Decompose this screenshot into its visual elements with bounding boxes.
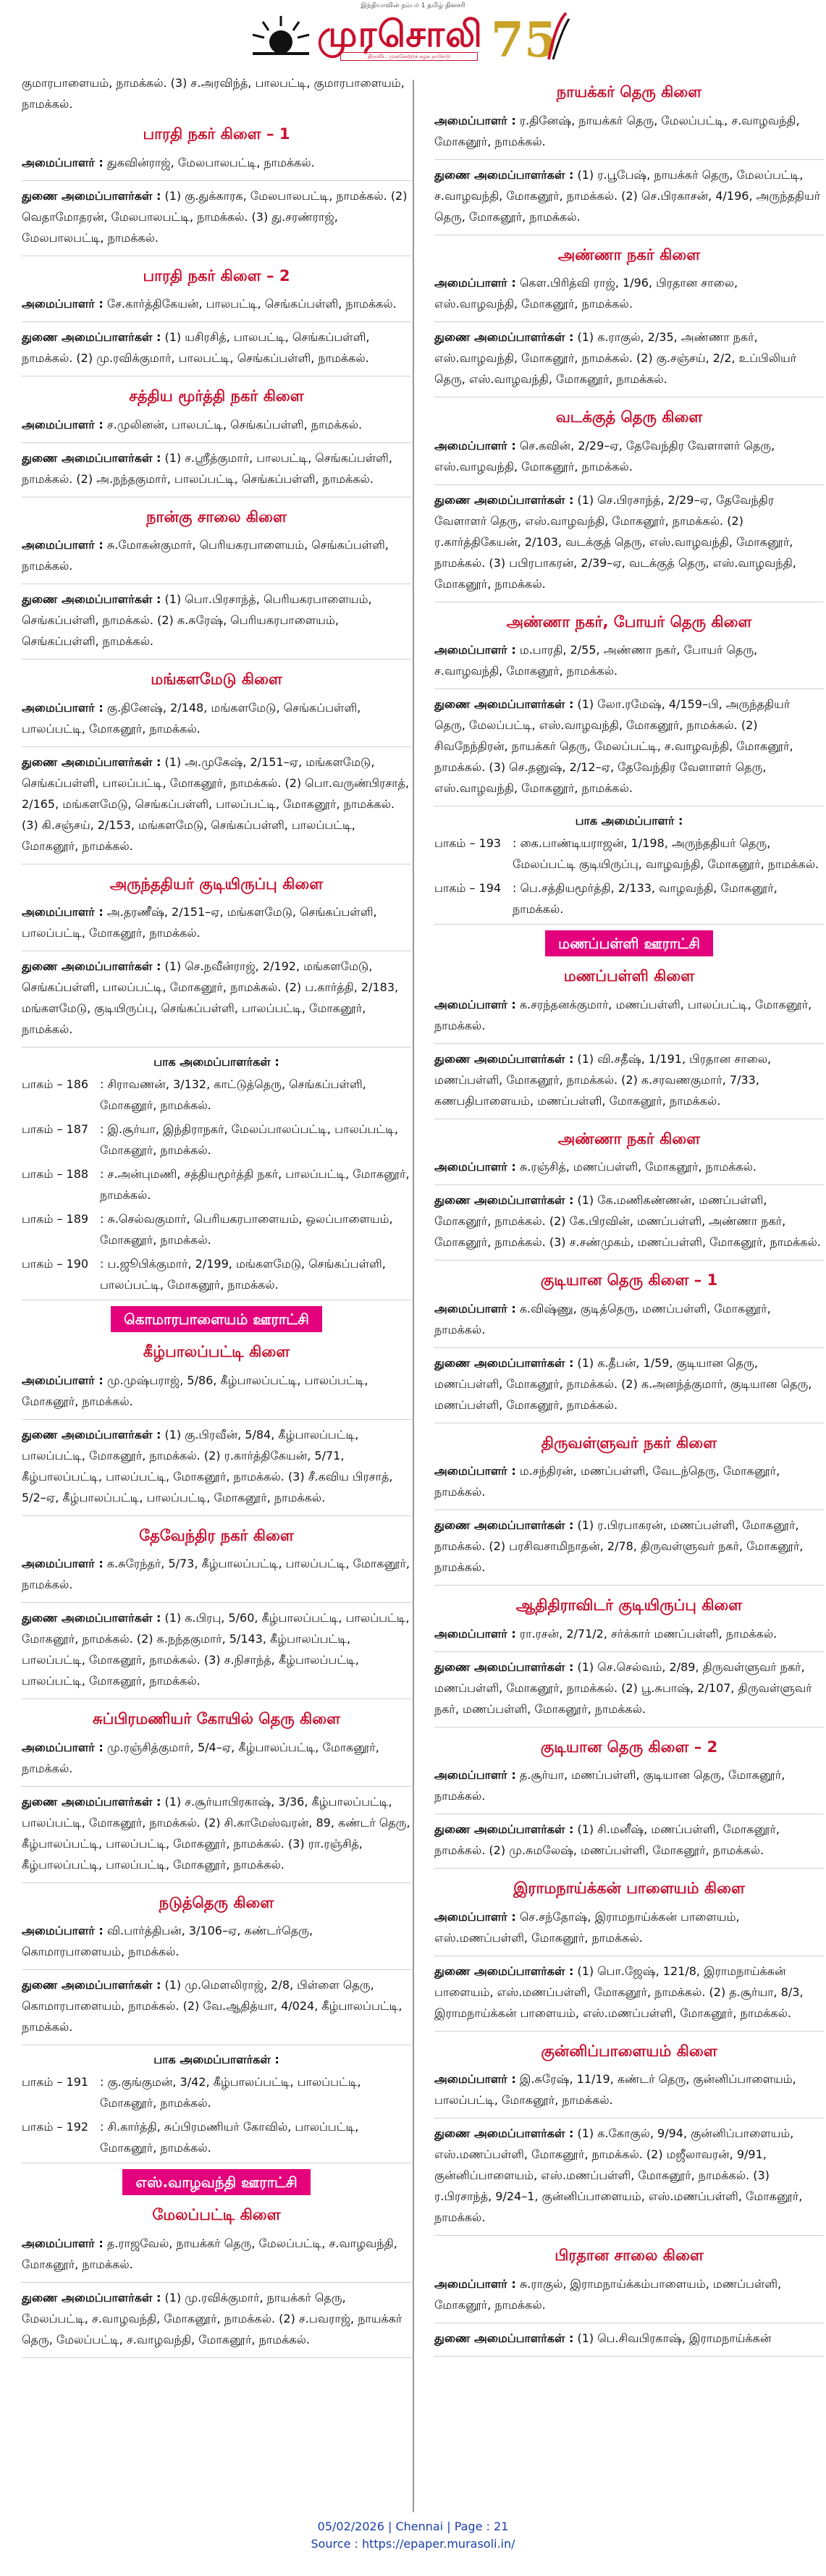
entry-divider <box>22 1515 411 1516</box>
panchayat-tag <box>434 930 824 956</box>
booth-row <box>22 1253 411 1295</box>
entry-text: (1) செ.செல்வம், 2/89, திருவள்ளுவர் நகர், மணப்பள்ளி, மோகனூர், நாமக்கல். (2) பூ.சுபாஷ், 2/107, திருவள்ளுவர் நகர், மணப்பள்ளி, மோகனூர், நாமக்கல். <box>434 1659 812 1716</box>
booth-row <box>434 833 824 875</box>
booth-organiser: : ச.அன்புமணி, சத்தியமூர்த்தி நகர், பாலப்பட்டி, மோகனூர், நாமக்கல். <box>100 1167 410 1202</box>
member-entry <box>434 639 824 681</box>
entry-label: அமைப்பாளர் : <box>22 1373 104 1387</box>
member-entry <box>434 272 824 314</box>
entry-label: அமைப்பாளர் : <box>434 997 516 1011</box>
member-entry <box>434 1906 824 1948</box>
member-entry <box>434 2328 824 2349</box>
member-entry <box>22 2233 411 2275</box>
entry-text: (1) செ.நவீன்ராஜ், 2/192, மங்களமேடு, செங்கப்பள்ளி, பாலப்பட்டி, மோகனூர், நாமக்கல். (2) ப.கார்த்தி, 2/183, மங்களமேடு, குடியிருப்பு, செங்கப்பள்ளி, பாலப்பட்டி, மோகனூர், நாமக்கல். <box>22 959 399 1036</box>
member-entry <box>22 1920 411 1962</box>
panchayat-tag <box>22 1306 411 1332</box>
entry-label: துணை அமைப்பாளர்கள் : <box>434 1659 574 1674</box>
entry-divider <box>434 806 824 807</box>
entry-label: அமைப்பாளர் : <box>22 297 104 311</box>
entry-text: (1) க.தீபன், 1/59, குடியான தெரு, மணப்பள்ளி, மோகனூர், நாமக்கல். (2) க.அனந்த்குமார், குடியான தெரு, மணப்பள்ளி, மோகனூர், நாமக்கல். <box>434 1355 812 1412</box>
entry-divider <box>434 2356 824 2357</box>
member-entry <box>22 901 411 943</box>
entry-text: மு.ரஞ்சித்குமார், 5/4–ஏ, கீழ்பாலப்பட்டி, மோகனூர், நாமக்கல். <box>22 1740 379 1775</box>
entry-label: அமைப்பாளர் : <box>22 1557 104 1570</box>
entry-label: அமைப்பாளர் : <box>434 276 516 290</box>
branch-heading: அண்ணா நகர், போயர் தெரு கிளை <box>506 613 752 631</box>
entry-label: அமைப்பாளர் : <box>434 643 516 657</box>
branch-heading: நான்கு சாலை கிளை <box>146 508 287 526</box>
member-entry <box>434 1623 824 1644</box>
entry-label: துணை அமைப்பாளர்கள் : <box>434 330 574 344</box>
member-entry <box>22 1553 411 1595</box>
entry-text: சு.மோகன்குமார், பெரியகரபாளையம், செங்கப்பள்ளி, நாமக்கல். <box>22 538 389 573</box>
entry-divider <box>22 1047 411 1048</box>
booth-row <box>22 2116 411 2158</box>
right-column <box>434 72 824 2512</box>
booth-row <box>22 1119 411 1161</box>
branch-heading: அருந்ததியர் குடியிருப்பு கிளை <box>109 875 324 893</box>
member-entry <box>434 994 824 1036</box>
member-entry <box>434 1515 824 1578</box>
entry-divider <box>434 2235 824 2236</box>
entry-label: அமைப்பாளர் : <box>22 2236 104 2250</box>
entry-text: (1) கே.மணிகண்ணன், மணப்பள்ளி, மோகனூர், நாமக்கல். (2) கே.பிரவின், மணப்பள்ளி, அண்ணா நகர், மோகனூர், நாமக்கல். (3) ச.சண்முகம், மணப்பள்ளி, மோகனூர், நாமக்கல். <box>434 1193 821 1249</box>
entry-label: துணை அமைப்பாளர்கள் : <box>434 1963 574 1978</box>
member-entry <box>434 1048 824 1111</box>
booth-organiser: : சி.கார்த்தி, சுப்பிரமணியர் கோவில், பாலப்பட்டி, மோகனூர், நாமக்கல். <box>100 2120 359 2155</box>
entry-divider <box>434 2031 824 2032</box>
entry-text: (1) கு.துக்காரக, மேலபாலபட்டி, நாமக்கல். (2) வெதாமோதரன், மேலபாலபட்டி, நாமக்கல். (3) து.சரண்ராஜ், மேலபாலபட்டி, நாமக்கல். <box>22 188 408 245</box>
masthead-subtitle: திராவிட முன்னேற்றக் கழக நாளேடு <box>340 52 478 61</box>
left-column <box>22 72 411 2512</box>
entry-divider <box>22 746 411 747</box>
entry-text: வி.பார்த்திபன், 3/106–ஏ, கண்டர்தெரு, கொமாரபாளையம், நாமக்கல். <box>22 1924 313 1958</box>
entry-divider <box>434 1043 824 1044</box>
booth-organiser: : சு.செல்வகுமார், பெரியகரபாளையம், ஒலப்பாளையம், மோகனூர், நாமக்கல். <box>100 1212 393 1247</box>
entry-label: அமைப்பாளர் : <box>434 113 516 127</box>
entry-label: அமைப்பாளர் : <box>434 2072 516 2086</box>
entry-divider <box>22 659 411 660</box>
entry-text: (1) க.கோகுல், 9/94, குன்னிப்பாளையம், எஸ்.மணப்பள்ளி, மோகனூர், நாமக்கல். (2) மஜீலாவரன், 9/91, குன்னிப்பாளையம், எஸ்.மணப்பள்ளி, மோகனூர், நாமக்கல். (3) ர.பிரசாந்த், 9/24–1, குன்னிப்பாளையம், எஸ்.மணப்பள்ளி, மோகனூர், நாமக்கல். <box>434 2126 803 2224</box>
entry-text: (1) செ.பிரசாந்த், 2/29–ஏ, தேவேந்திர வேளாளர் தெரு, எஸ்.வாழவந்தி, மோகனூர், நாமக்கல். (2) ர.கார்த்திகேயன், 2/103, வடக்குத் தெரு, எஸ்.வாழவந்தி, மோகனூர், நாமக்கல். (3) பபிரபாகரன், 2/39–ஏ, வடக்குத் தெரு, எஸ்.வாழவந்தி, மோகனூர், நாமக்கல். <box>434 492 796 591</box>
entry-label: அமைப்பாளர் : <box>22 1740 104 1754</box>
entry-text: (1) ச.சூர்யாபிரகாஷ், 3/36, கீழ்பாலப்பட்டி, பாலப்பட்டி, மோகனூர், நாமக்கல். (2) சி.காமேஸ்வரன், 89, கண்டர் தெரு, கீழ்பாலப்பட்டி, பாலப்பட்டி, மோகனூர், நாமக்கல். (3) ரா.ரஞ்சித், கீழ்பாலப்பட்டி, பாலப்பட்டி, மோகனூர், நாமக்கல். <box>22 1794 410 1872</box>
entry-text: (1) பொ.ஜேஷ், 121/8, இராமநாய்க்கன் பாளையம், எஸ்.மணப்பள்ளி, மோகனூர், நாமக்கல். (2) த.சூர்யா, 8/3, இராமநாய்க்கன் பாளையம், எஸ்.மணப்பள்ளி, மோகனூர், நாமக்கல். <box>434 1963 804 2020</box>
entry-text: கௌ.பிரித்வி ராஜ், 1/96, பிரதான சாலை, எஸ்.வாழவந்தி, மோகனூர், நாமக்கல். <box>434 276 738 311</box>
entry-label: துணை அமைப்பாளர்கள் : <box>434 1193 574 1207</box>
member-entry <box>434 1819 824 1861</box>
entry-label: துணை அமைப்பாளர்கள் : <box>22 450 161 465</box>
entry-label: அமைப்பாளர் : <box>434 1626 516 1641</box>
booth-number: பாகம் – 191 <box>22 2075 89 2089</box>
entry-label: துணை அமைப்பாளர்கள் : <box>434 1518 574 1532</box>
panchayat-tag-label: கொமாரபாளையம் ஊராட்சி <box>111 1306 322 1332</box>
booth-organiser: : இ.சூர்யா, இந்திராநகர், மேலப்பாலப்பட்டி, பாலப்பட்டி, மோகனூர், நாமக்கல். <box>100 1122 398 1157</box>
entry-label: அமைப்பாளர் : <box>434 1160 516 1174</box>
member-entry <box>22 1737 411 1779</box>
member-entry <box>22 589 411 652</box>
entry-divider <box>434 484 824 485</box>
entry-text: ர.தினேஷ், நாயக்கர் தெரு, மேலப்பட்டி, ச.வாழவந்தி, மோகனூர், நாமக்கல். <box>434 113 800 148</box>
column-divider <box>413 80 414 2512</box>
entry-text: (1) லோ.ரமேஷ், 4/159–பி, அருந்ததியர் தெரு, மேலப்பட்டி, எஸ்.வாழவந்தி, மோகனூர், நாமக்கல். (2) சிவநேந்திரன், நாயக்கர் தெரு, மேலப்பட்டி, ச.வாழவந்தி, மோகனூர், நாமக்கல். (3) செ.தனுஷ், 2/12–ஏ, தேவேந்திர வேளாளர் தெரு, எஸ்.வாழவந்தி, மோகனூர், நாமக்கல். <box>434 697 793 795</box>
branch-heading: அண்ணா நகர் கிளை <box>557 1129 701 1148</box>
branch-heading: திருவள்ளுவர் நகர் கிளை <box>541 1434 717 1452</box>
branch-heading: பிரதான சாலை கிளை <box>555 2247 704 2264</box>
branch-heading: நடுத்தெரு கிளை <box>159 1893 274 1911</box>
entry-text: (1) பொ.பிரசாந்த், பெரியகரபாளையம், செங்கப்பள்ளி, நாமக்கல். (2) க.சுரேஷ், பெரியகரபாளையம், செங்கப்பள்ளி, நாமக்கல். <box>22 592 372 648</box>
branch-heading: குடியான தெரு கிளை – 1 <box>540 1271 718 1289</box>
booth-organisers-heading: பாக அமைப்பாளர் : <box>575 814 683 828</box>
entry-label: அமைப்பாளர் : <box>22 905 104 919</box>
entry-label: அமைப்பாளர் : <box>434 1768 516 1782</box>
entry-label: துணை அமைப்பாளர்கள் : <box>22 754 161 769</box>
masthead <box>0 0 826 72</box>
booth-organiser: : பெ.சத்தியமூர்த்தி, 2/133, வாழவந்தி, மோகனூர், நாமக்கல். <box>513 881 777 916</box>
entry-text: த.சூர்யா, மணப்பள்ளி, குடியான தெரு, மோகனூர், நாமக்கல். <box>434 1768 785 1803</box>
entry-label: துணை அமைப்பாளர்கள் : <box>22 1794 161 1809</box>
entry-divider <box>22 2357 411 2358</box>
member-entry <box>22 534 411 576</box>
booth-row <box>22 1074 411 1116</box>
member-entry <box>22 447 411 489</box>
panchayat-tag <box>22 2169 411 2195</box>
entry-label: துணை அமைப்பாளர்கள் : <box>434 1051 574 1066</box>
member-entry <box>22 1791 411 1875</box>
branch-heading: மங்களமேடு கிளை <box>151 670 282 688</box>
entry-text: த.ராஜவேல், நாயக்கர் தெரு, மேலப்பட்டி, ச.வாழவந்தி, மோகனூர், நாமக்கல். <box>22 2236 397 2271</box>
member-entry <box>434 1961 824 2024</box>
booth-row <box>22 1163 411 1205</box>
footer-date-page: 05/02/2026 | Chennai | Page : 21 <box>317 2520 509 2533</box>
entry-text: செ.சந்தோஷ், இராமநாய்க்கன் பாளையம், எஸ்.மணப்பள்ளி, மோகனூர், நாமக்கல். <box>434 1909 740 1945</box>
entry-divider <box>434 1585 824 1586</box>
booth-number: பாகம் – 189 <box>22 1212 89 1226</box>
member-entry <box>22 152 411 173</box>
booth-organisers-heading: பாக அமைப்பாளர்கள் : <box>153 2053 279 2066</box>
member-entry <box>434 1764 824 1806</box>
member-entry <box>434 2123 824 2228</box>
entry-label: துணை அமைப்பாளர்கள் : <box>22 2290 161 2304</box>
member-entry <box>434 1298 824 1340</box>
branch-heading: பாரதி நகர் கிளை – 1 <box>143 125 290 143</box>
member-entry <box>22 185 411 248</box>
anniversary-75-logo-icon <box>486 9 573 67</box>
entry-label: துணை அமைப்பாளர்கள் : <box>434 2331 574 2345</box>
booth-row <box>22 2071 411 2113</box>
booth-number: பாகம் – 190 <box>22 1257 89 1271</box>
entry-text: (1) ர.பூபேஷ், நாயக்கர் தெரு, மேலப்பட்டி, ச.வாழவந்தி, மோகனூர், நாமக்கல். (2) செ.பிரகாசன், 4/196, அருந்ததியர் தெரு, மோகனூர், நாமக்கல். <box>434 167 821 224</box>
member-entry <box>22 1974 411 2037</box>
entry-text: (1) அ.முகேஷ், 2/151–ஏ, மங்களமேடு, செங்கப்பள்ளி, பாலப்பட்டி, மோகனூர், நாமக்கல். (2) பொ.வருண்பிரசாத், 2/165, மங்களமேடு, செங்கப்பள்ளி, பாலப்பட்டி, மோகனூர், நாமக்கல். (3) கி.சஞ்சய், 2/153, மங்களமேடு, செங்கப்பள்ளி, பாலப்பட்டி, மோகனூர், நாமக்கல். <box>22 754 410 853</box>
entry-label: அமைப்பாளர் : <box>22 417 104 432</box>
member-entry <box>22 414 411 435</box>
entry-label: துணை அமைப்பாளர்கள் : <box>22 959 161 973</box>
entry-label: துணை அமைப்பாளர்கள் : <box>22 1611 161 1625</box>
entry-text: (1) யசிரசித், பாலபட்டி, செங்கப்பள்ளி, நாமக்கல். (2) மு.ரவிக்குமார், பாலபட்டி, செங்கப்பள்ளி, நாமக்கல். <box>22 330 370 365</box>
entry-divider <box>434 1868 824 1869</box>
entry-text: செ.கவின், 2/29–ஏ, தேவேந்திர வேளாளர் தெரு, எஸ்.வாழவந்தி, மோகனூர், நாமக்கல். <box>434 438 775 473</box>
branch-heading: மணப்பள்ளி கிளை <box>563 967 695 985</box>
entry-label: அமைப்பாளர் : <box>434 1301 516 1316</box>
member-entry <box>434 489 824 594</box>
entry-label: அமைப்பாளர் : <box>434 1464 516 1478</box>
entry-text: க.விஷ்ணு, குடித்தெரு, மணப்பள்ளி, மோகனூர், நாமக்கல். <box>434 1301 771 1337</box>
page-footer <box>0 2518 826 2553</box>
entry-divider <box>22 442 411 443</box>
booth-number: பாகம் – 186 <box>22 1077 89 1091</box>
member-entry <box>434 2273 824 2315</box>
entry-label: அமைப்பாளர் : <box>22 1924 104 1937</box>
booth-number: பாகம் – 193 <box>434 836 502 850</box>
booth-row <box>434 877 824 919</box>
entry-text: (1) க.பிரபு, 5/60, கீழ்பாலப்பட்டி, பாலப்பட்டி, மோகனூர், நாமக்கல். (2) க.நந்தகுமார், 5/143, கீழ்பாலப்பட்டி, பாலப்பட்டி, மோகனூர், நாமக்கல். (3) ச.நிசாந்த், கீழ்பாலப்பட்டி, பாலப்பட்டி, மோகனூர், நாமக்கல். <box>22 1611 410 1688</box>
entry-label: துணை அமைப்பாளர்கள் : <box>434 697 574 711</box>
member-entry <box>22 2287 411 2350</box>
member-entry <box>22 327 411 369</box>
member-entry <box>434 435 824 477</box>
member-entry <box>434 327 824 390</box>
member-entry <box>22 752 411 856</box>
member-entry <box>22 1370 411 1412</box>
entry-text: சே.கார்த்திகேயன், பாலபட்டி, செங்கப்பள்ளி, நாமக்கல். <box>103 297 397 311</box>
member-entry <box>22 293 411 314</box>
entry-label: அமைப்பாளர் : <box>22 700 104 715</box>
member-entry <box>434 1352 824 1415</box>
entry-label: துணை அமைப்பாளர்கள் : <box>434 1822 574 1836</box>
entry-label: துணை அமைப்பாளர்கள் : <box>22 1978 161 1992</box>
entry-divider <box>22 180 411 181</box>
entry-text: (1) பெ.சிவபிரகாஷ், இராமநாய்க்கன் <box>573 2331 772 2345</box>
entry-label: துணை அமைப்பாளர்கள் : <box>22 188 161 203</box>
member-entry <box>22 956 411 1040</box>
booth-organiser: : கு.குங்குமன், 3/42, கீழ்பாலப்பட்டி, பாலப்பட்டி, மோகனூர், நாமக்கல். <box>100 2075 361 2110</box>
entry-text: ம.பாரதி, 2/55, அண்ணா நகர், போயர் தெரு, ச.வாழவந்தி, மோகனூர், நாமக்கல். <box>434 643 758 678</box>
member-entry <box>434 1156 824 1177</box>
entry-label: அமைப்பாளர் : <box>22 155 104 169</box>
member-entry <box>434 1657 824 1720</box>
entry-text: ம.சந்திரன், மணப்பள்ளி, வேடந்தெரு, மோகனூர், நாமக்கல். <box>434 1464 780 1499</box>
entry-divider <box>22 1786 411 1787</box>
entry-divider <box>22 321 411 322</box>
entry-label: துணை அமைப்பாளர்கள் : <box>434 167 574 182</box>
member-entry <box>434 1190 824 1253</box>
branch-heading: சுப்பிரமணியர் கோயில் தெரு கிளை <box>92 1710 341 1727</box>
branch-heading: அண்ணா நகர் கிளை <box>557 245 701 264</box>
branch-heading: தேவேந்திர நகர் கிளை <box>139 1526 294 1544</box>
entry-text: (1) ச.ஸ்ரீத்குமார், பாலபட்டி, செங்கப்பள்ளி, நாமக்கல். (2) அ.நந்தகுமார், பாலப்பட்டி, செங்கப்பள்ளி, நாமக்கல். <box>22 450 392 486</box>
entry-text: சு.ரஞ்சித், மணப்பள்ளி, மோகனூர், நாமக்கல். <box>515 1160 757 1174</box>
entry-divider <box>22 1419 411 1420</box>
entry-label: துணை அமைப்பாளர்கள் : <box>22 330 161 344</box>
member-entry <box>22 1607 411 1691</box>
branch-heading: குடியான தெரு கிளை – 2 <box>540 1738 718 1756</box>
entry-text: (1) மு.ரவிக்குமார், நாயக்கர் தெரு, மேலப்பட்டி, ச.வாழவந்தி, மோகனூர், நாமக்கல். (2) ச.பவராஜ், நாயக்கர் தெரு, மேலப்பட்டி, ச.வாழவந்தி, மோகனூர், நாமக்கல். <box>22 2290 403 2346</box>
entry-label: துணை அமைப்பாளர்கள் : <box>434 492 574 507</box>
entry-text: (1) வி.சதீஷ், 1/191, பிரதான சாலை, மணப்பள்ளி, மோகனூர், நாமக்கல். (2) க.சரவணகுமார், 7/33, கணபதிபாளையம், மணப்பள்ளி, மோகனூர், நாமக்கல். <box>434 1051 772 1108</box>
branch-heading: ஆதிதிராவிடர் குடியிருப்பு கிளை <box>515 1596 743 1614</box>
footer-source: Source : https://epaper.murasoli.in/ <box>311 2537 515 2551</box>
member-entry <box>22 1424 411 1508</box>
entry-label: அமைப்பாளர் : <box>434 2276 516 2291</box>
masthead-tagline: இந்தியாவின் நம்பர் 1 தமிழ் தினசரி <box>361 2 465 9</box>
entry-label: துணை அமைப்பாளர்கள் : <box>22 1427 161 1441</box>
entry-text: ச.முலினன், பாலபட்டி, செங்கப்பள்ளி, நாமக்கல். <box>103 417 363 432</box>
booth-number: பாகம் – 194 <box>434 881 502 895</box>
entry-label: அமைப்பாளர் : <box>434 1909 516 1924</box>
member-entry <box>434 1460 824 1502</box>
branch-heading: நாயக்கர் தெரு கிளை <box>556 83 702 101</box>
masthead-title: முரசொலி <box>317 13 483 55</box>
booth-number: பாகம் – 188 <box>22 1167 89 1181</box>
booth-organiser: : ப.ஜூபிக்குமார், 2/199, மங்களமேடு, செங்கப்பள்ளி, பாலப்பட்டி, மோகனூர், நாமக்கல். <box>100 1257 386 1292</box>
entry-text: (1) மு.மௌலிராஜ், 2/8, பிள்ளை தெரு, கொமாரபாளையம், நாமக்கல். (2) வே.ஆதித்யா, 4/024, கீழ்பாலப்பட்டி, நாமக்கல். <box>22 1978 403 2034</box>
rising-sun-emblem-icon <box>250 13 312 59</box>
entry-divider <box>434 1184 824 1185</box>
branch-heading: கீழ்பாலப்பட்டி கிளை <box>143 1343 290 1360</box>
entry-divider <box>434 159 824 160</box>
entry-text: சு.ராகுல், இராமநாய்க்கம்பாளையம், மணப்பள்ளி, மோகனூர், நாமக்கல். <box>434 2276 782 2312</box>
entry-divider <box>22 1882 411 1883</box>
entry-text: க.சுரேந்தர், 5/73, கீழ்பாலப்பட்டி, பாலப்பட்டி, மோகனூர், நாமக்கல். <box>22 1557 410 1591</box>
member-entry <box>434 694 824 799</box>
entry-divider <box>434 321 824 322</box>
entry-text: (1) க.ராகுல், 2/35, அண்ணா நகர், எஸ்.வாழவந்தி, மோகனூர், நாமக்கல். (2) கு.சஞ்சய், 2/2, உப்பிலியர் தெரு, எஸ்.வாழவந்தி, மோகனூர், நாமக்கல். <box>434 330 797 386</box>
member-entry <box>434 2068 824 2110</box>
entry-label: அமைப்பாளர் : <box>22 538 104 552</box>
entry-text: மு.முஷ்பராஜ், 5/86, கீழ்பாலப்பட்டி, பாலப்பட்டி, மோகனூர், நாமக்கல். <box>22 1373 368 1408</box>
entry-text: (1) சி.மனீஷ், மணப்பள்ளி, மோகனூர், நாமக்கல். (2) மு.சுமலேஷ், மணப்பள்ளி, மோகனூர், நாமக்கல். <box>434 1822 780 1857</box>
entry-divider <box>434 1651 824 1652</box>
booth-number: பாகம் – 192 <box>22 2120 89 2134</box>
entry-divider <box>22 2282 411 2283</box>
booth-organiser: : சிராவணன், 3/132, காட்டுத்தெரு, செங்கப்பள்ளி, மோகனூர், நாமக்கல். <box>100 1077 366 1112</box>
entry-label: துணை அமைப்பாளர்கள் : <box>22 592 161 606</box>
member-entry <box>22 697 411 739</box>
entry-divider <box>434 1347 824 1348</box>
member-entry <box>434 164 824 227</box>
continued-text: குமாரபாளையம், நாமக்கல். (3) ச.அரவிந்த், பாலபட்டி, குமாரபாளையம், நாமக்கல். <box>22 76 405 111</box>
entry-label: துணை அமைப்பாளர்கள் : <box>434 2126 574 2140</box>
entry-text: துகவின்ராஜ், மேலபாலபட்டி, நாமக்கல். <box>103 155 315 169</box>
entry-label: துணை அமைப்பாளர்கள் : <box>434 1355 574 1370</box>
entry-text: (1) ர.பிரபாகரன், மணப்பள்ளி, மோகனூர், நாமக்கல். (2) பரசிவசாமிநாதன், 2/78, திருவள்ளுவர் நகர், மோகனூர், நாமக்கல். <box>434 1518 804 1574</box>
entry-text: ரா.ரசன், 2/71/2, சர்க்கார் மணப்பள்ளி, நாமக்கல். <box>515 1626 777 1641</box>
entry-divider <box>22 1969 411 1970</box>
entry-text: (1) கு.பிரவீன், 5/84, கீழ்பாலப்பட்டி, பாலப்பட்டி, மோகனூர், நாமக்கல். (2) ர.கார்த்திகேயன், 5/71, கீழ்பாலப்பட்டி, பாலப்பட்டி, மோகனூர், நாமக்கல். (3) சீ.கவிய பிரசாத், 5/2–ஏ, கீழ்பாலப்பட்டி, பாலப்பட்டி, மோகனூர், நாமக்கல். <box>22 1427 393 1504</box>
booth-divider <box>434 924 824 925</box>
panchayat-tag-label: எஸ்.வாழவந்தி ஊராட்சி <box>122 2169 310 2195</box>
entry-divider <box>22 1602 411 1603</box>
booth-row <box>22 1208 411 1250</box>
branch-heading: சத்திய மூர்த்தி நகர் கிளை <box>129 387 304 405</box>
entry-text: இ.சுரேஷ், 11/19, கண்டர் தெரு, குன்னிப்பாளையம், பாலப்பட்டி, மோகனூர், நாமக்கல். <box>434 2072 796 2107</box>
booth-organiser: : கை.பாண்டியராஜன், 1/198, அருந்ததியர் தெரு, மேலப்பட்டி குடியிருப்பு, வாழவந்தி, மோகனூர், நாமக்கல். <box>513 836 819 871</box>
panchayat-tag-label: மணப்பள்ளி ஊராட்சி <box>545 930 713 956</box>
branch-heading: குன்னிப்பாளையம் கிளை <box>541 2042 717 2060</box>
branch-heading: மேலப்பட்டி கிளை <box>152 2206 281 2223</box>
branch-heading: இராமநாய்க்கன் பாளையம் கிளை <box>513 1880 745 1897</box>
entry-text: அ.தரணீஷ், 2/151–ஏ, மங்களமேடு, செங்கப்பள்ளி, பாலப்பட்டி, மோகனூர், நாமக்கல். <box>22 905 377 940</box>
booth-number: பாகம் – 187 <box>22 1122 89 1136</box>
entry-text: க.சரந்தனக்குமார், மணப்பள்ளி, பாலப்பட்டி, மோகனூர், நாமக்கல். <box>434 997 812 1032</box>
branch-heading: பாரதி நகர் கிளை – 2 <box>143 266 290 285</box>
member-entry <box>434 110 824 152</box>
booth-organisers-heading: பாக அமைப்பாளர்கள் : <box>153 1055 279 1069</box>
anniversary-number: 75 <box>491 12 557 67</box>
entry-text: கு.தினேஷ், 2/148, மங்களமேடு, செங்கப்பள்ளி, பாலப்பட்டி, மோகனூர், நாமக்கல். <box>22 700 361 736</box>
entry-label: அமைப்பாளர் : <box>434 438 516 453</box>
branch-heading: வடக்குத் தெரு கிளை <box>555 408 703 426</box>
